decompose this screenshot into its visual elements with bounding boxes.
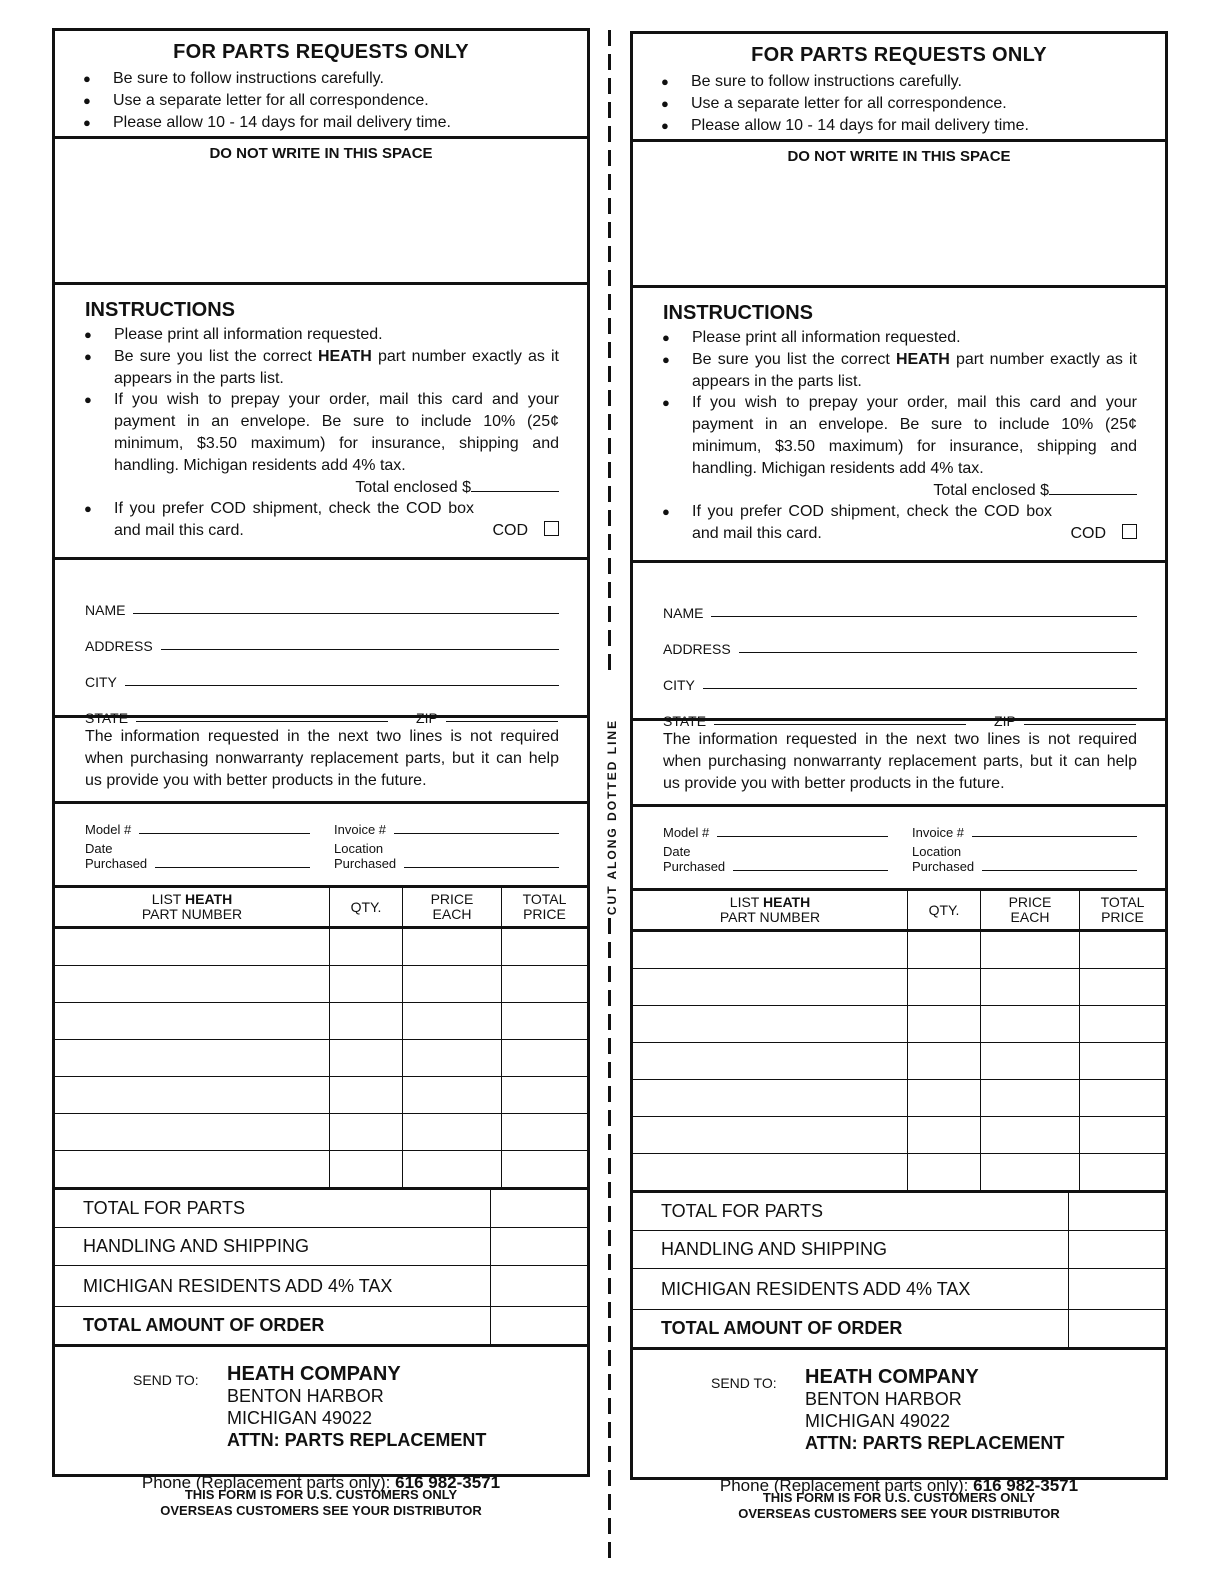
purchased-label: Purchased: [663, 859, 726, 874]
attention-line: ATTN: PARTS REPLACEMENT: [227, 1430, 487, 1450]
table-row: [633, 1006, 1165, 1043]
col-price-each: PRICE EACH: [981, 891, 1080, 931]
address-label: ADDRESS: [663, 641, 731, 657]
purchased-label: Purchased: [334, 856, 397, 871]
invoice-field[interactable]: [394, 833, 559, 834]
office-use-area: [55, 139, 587, 285]
form-title: FOR PARTS REQUESTS ONLY: [751, 44, 1047, 66]
address-section: [55, 560, 587, 726]
cut-line-dash: [608, 126, 611, 142]
city-field[interactable]: [703, 688, 1137, 689]
header-section: [55, 31, 587, 139]
cut-line-dash: [608, 1038, 611, 1054]
table-row: [55, 966, 587, 1003]
table-row: [55, 1040, 587, 1077]
cod-label: COD: [1070, 525, 1106, 543]
handling-field[interactable]: [1069, 1231, 1166, 1269]
cut-line-dash: [608, 582, 611, 598]
cut-line: [604, 30, 619, 1550]
cut-line-dash: [608, 1422, 611, 1438]
header-bullet: ● Be sure to follow instructions carefully.: [113, 68, 587, 90]
header-section: [633, 34, 1165, 142]
name-field[interactable]: [133, 613, 559, 614]
parts-table-header: [55, 888, 587, 928]
footer-note-right: THIS FORM IS FOR U.S. CUSTOMERS ONLY OVERSEAS CUSTOMERS SEE YOUR DISTRIBUTOR: [738, 1490, 1060, 1521]
cut-line-dash: [608, 78, 611, 94]
parts-table: [55, 888, 587, 1190]
cut-line-dash: [608, 414, 611, 430]
cut-line-dash: [608, 510, 611, 526]
cut-line-dash: [608, 1518, 611, 1534]
cut-line-dash: [608, 1086, 611, 1102]
date-purchased-field[interactable]: [733, 870, 888, 871]
instructions-section: [55, 285, 587, 560]
header-bullet: ● Use a separate letter for all correspondence.: [113, 90, 587, 112]
location-label: Location: [912, 844, 962, 859]
cut-line-dash: [608, 1446, 611, 1462]
table-row: [55, 1077, 587, 1114]
col-total-price: TOTAL PRICE: [1080, 891, 1166, 931]
address-field[interactable]: [161, 649, 559, 650]
header-bullet: ● Please allow 10 - 14 days for mail delivery time.: [113, 112, 587, 134]
cut-line-dash: [608, 150, 611, 166]
company-name: HEATH COMPANY: [227, 1363, 401, 1385]
cut-line-dash: [608, 486, 611, 502]
company-state: MICHIGAN 49022: [805, 1411, 951, 1431]
date-purchased-field[interactable]: [155, 867, 310, 868]
send-to-label: SEND TO:: [711, 1375, 777, 1391]
company-city: BENTON HARBOR: [805, 1389, 962, 1409]
send-to-label: SEND TO:: [133, 1372, 199, 1388]
company-name: HEATH COMPANY: [805, 1366, 979, 1388]
purchase-info-section: [633, 807, 1165, 891]
company-state: MICHIGAN 49022: [227, 1408, 373, 1428]
model-label: Model #: [85, 822, 132, 837]
model-field[interactable]: [139, 833, 310, 834]
invoice-label: Invoice #: [912, 825, 965, 840]
cut-line-dash: [608, 918, 611, 934]
cut-line-dash: [608, 246, 611, 262]
table-row: [633, 1080, 1165, 1117]
total-enclosed-field[interactable]: Total enclosed $: [692, 480, 1137, 502]
header-bullets: [55, 68, 587, 134]
cut-line-dash: [608, 1326, 611, 1342]
cut-line-dash: [608, 1374, 611, 1390]
location-purchased-field[interactable]: [404, 867, 559, 868]
phone-line: Phone (Replacement parts only): 616 982-3571: [719, 1476, 1079, 1495]
cut-line-dash: [608, 342, 611, 358]
cut-line-dash: [608, 534, 611, 550]
cut-line-dash: [608, 102, 611, 118]
total-for-parts-label: TOTAL FOR PARTS: [633, 1193, 1069, 1231]
handling-label: HANDLING AND SHIPPING: [55, 1228, 491, 1266]
instruction-item: ● Be sure you list the correct HEATH part number exactly as it appears in the parts list.: [114, 346, 559, 390]
header-bullets: [633, 71, 1165, 137]
instruction-item: ● If you prefer COD shipment, check the COD box and mail this card. COD: [114, 498, 559, 542]
cut-line-dash: [608, 1542, 611, 1558]
address-section: [633, 563, 1165, 729]
totals-table: [55, 1190, 587, 1347]
cod-checkbox[interactable]: [544, 521, 559, 536]
purchased-label: Purchased: [912, 859, 975, 874]
city-label: CITY: [85, 674, 117, 690]
cod-label: COD: [492, 522, 528, 540]
cut-line-dash: [608, 54, 611, 70]
cut-line-dash: [608, 366, 611, 382]
header-bullet: ● Use a separate letter for all correspondence.: [691, 93, 1165, 115]
cut-line-dash: [608, 1110, 611, 1126]
cut-line-label: CUT ALONG DOTTED LINE: [605, 718, 619, 916]
date-label: Date: [663, 844, 691, 859]
company-city: BENTON HARBOR: [227, 1386, 384, 1406]
cut-line-dash: [608, 222, 611, 238]
cut-line-dash: [608, 438, 611, 454]
total-for-parts-label: TOTAL FOR PARTS: [55, 1190, 491, 1228]
parts-table-header: [633, 891, 1165, 931]
name-label: NAME: [85, 602, 126, 618]
purchase-info-section: [55, 804, 587, 888]
cut-line-dash: [608, 462, 611, 478]
table-row: [55, 1114, 587, 1151]
col-part-number: LIST HEATH PART NUMBER: [55, 888, 330, 928]
instruction-item: ● If you wish to prepay your order, mail this card and your payment in an envelope. Be sure to include 10% (25¢ minimum, $3.50 maximum) for insurance, shipping and handling. Michigan residents add 4% tax. Total enclosed $: [692, 392, 1137, 501]
total-amount-field[interactable]: [491, 1307, 588, 1346]
table-row: [55, 928, 587, 966]
cut-line-dash: [608, 30, 611, 46]
optional-info-note: The information requested in the next two lines is not required when purchasing nonwarranty replacement parts, but it can help us provide you with better products in the future.: [55, 718, 587, 804]
michigan-tax-label: MICHIGAN RESIDENTS ADD 4% TAX: [55, 1266, 491, 1307]
table-row: [633, 1154, 1165, 1192]
cut-line-dash: [608, 990, 611, 1006]
instruction-item: ● If you prefer COD shipment, check the COD box and mail this card. COD: [692, 501, 1137, 545]
cut-line-dash: [608, 198, 611, 214]
handling-label: HANDLING AND SHIPPING: [633, 1231, 1069, 1269]
instruction-item: ● If you wish to prepay your order, mail this card and your payment in an envelope. Be sure to include 10% (25¢ minimum, $3.50 maximum) for insurance, shipping and handling. Michigan residents add 4% tax. Total enclosed $: [114, 389, 559, 498]
cut-line-dash: [608, 294, 611, 310]
cut-line-dash: [608, 1014, 611, 1030]
table-row: [633, 1117, 1165, 1154]
instruction-item: ● Be sure you list the correct HEATH part number exactly as it appears in the parts list.: [692, 349, 1137, 393]
name-label: NAME: [663, 605, 704, 621]
location-label: Location: [334, 841, 384, 856]
col-part-number: LIST HEATH PART NUMBER: [633, 891, 908, 931]
do-not-write-label: DO NOT WRITE IN THIS SPACE: [209, 145, 433, 162]
col-price-each: PRICE EACH: [403, 888, 502, 928]
table-row: [55, 1151, 587, 1189]
cod-checkbox[interactable]: [1122, 524, 1137, 539]
attention-line: ATTN: PARTS REPLACEMENT: [805, 1433, 1065, 1453]
michigan-tax-field[interactable]: [1069, 1269, 1166, 1310]
office-use-area: [633, 142, 1165, 288]
state-label: STATE: [663, 713, 707, 729]
footer-note-left: THIS FORM IS FOR U.S. CUSTOMERS ONLY OVERSEAS CUSTOMERS SEE YOUR DISTRIBUTOR: [160, 1487, 482, 1518]
totals-table: [633, 1193, 1165, 1350]
optional-info-note: The information requested in the next two lines is not required when purchasing nonwarranty replacement parts, but it can help us provide you with better products in the future.: [633, 721, 1165, 807]
col-qty: QTY.: [908, 891, 981, 931]
total-amount-label: TOTAL AMOUNT OF ORDER: [633, 1310, 1069, 1349]
cut-line-dash: [608, 1230, 611, 1246]
cut-line-dash: [608, 1278, 611, 1294]
mailing-address: [633, 1350, 1165, 1454]
cut-line-dash: [608, 1494, 611, 1510]
address-field[interactable]: [739, 652, 1137, 653]
cut-line-dash: [608, 1182, 611, 1198]
zip-label: ZIP: [416, 710, 438, 726]
zip-label: ZIP: [994, 713, 1016, 729]
table-row: [633, 1043, 1165, 1080]
total-enclosed-field[interactable]: Total enclosed $: [114, 477, 559, 499]
handling-field[interactable]: [491, 1228, 588, 1266]
table-row: [633, 931, 1165, 969]
cut-line-dash: [608, 174, 611, 190]
header-bullet: ● Please allow 10 - 14 days for mail delivery time.: [691, 115, 1165, 137]
col-total-price: TOTAL PRICE: [502, 888, 588, 928]
header-bullet: ● Be sure to follow instructions carefully.: [691, 71, 1165, 93]
cut-line-dash: [608, 1470, 611, 1486]
cut-line-dash: [608, 966, 611, 982]
cut-line-dash: [608, 606, 611, 622]
instructions-title: INSTRUCTIONS: [663, 302, 813, 324]
cut-line-dash: [608, 270, 611, 286]
cut-line-dash: [608, 1398, 611, 1414]
cut-line-dash: [608, 1254, 611, 1270]
invoice-label: Invoice #: [334, 822, 387, 837]
phone-line: Phone (Replacement parts only): 616 982-3571: [141, 1473, 501, 1492]
table-row: [55, 1003, 587, 1040]
cut-line-dash: [608, 630, 611, 646]
cut-line-dash: [608, 1062, 611, 1078]
cut-line-dash: [608, 1302, 611, 1318]
parts-request-card-right: [630, 31, 1168, 1495]
total-for-parts-field[interactable]: [491, 1190, 588, 1228]
purchased-label: Purchased: [85, 856, 148, 871]
cut-line-dash: [608, 390, 611, 406]
cut-line-dash: [608, 942, 611, 958]
instruction-item: ● Please print all information requested.: [692, 327, 1137, 349]
cut-line-dash: [608, 654, 611, 670]
city-field[interactable]: [125, 685, 559, 686]
parts-table: [633, 891, 1165, 1193]
cut-line-dash: [608, 558, 611, 574]
table-row: [633, 969, 1165, 1006]
cut-line-dash: [608, 1206, 611, 1222]
location-purchased-field[interactable]: [982, 870, 1137, 871]
do-not-write-label: DO NOT WRITE IN THIS SPACE: [787, 148, 1011, 165]
parts-request-card-left: [52, 28, 590, 1492]
city-label: CITY: [663, 677, 695, 693]
date-label: Date: [85, 841, 113, 856]
instruction-item: ● Please print all information requested.: [114, 324, 559, 346]
michigan-tax-label: MICHIGAN RESIDENTS ADD 4% TAX: [633, 1269, 1069, 1310]
total-amount-label: TOTAL AMOUNT OF ORDER: [55, 1307, 491, 1346]
model-field[interactable]: [717, 836, 888, 837]
instructions-section: [633, 288, 1165, 563]
cut-line-dash: [608, 1158, 611, 1174]
form-title: FOR PARTS REQUESTS ONLY: [173, 41, 469, 63]
invoice-field[interactable]: [972, 836, 1137, 837]
total-for-parts-field[interactable]: [1069, 1193, 1166, 1231]
mailing-address: [55, 1347, 587, 1451]
cut-line-dash: [608, 318, 611, 334]
cut-line-dash: [608, 1134, 611, 1150]
address-label: ADDRESS: [85, 638, 153, 654]
col-qty: QTY.: [330, 888, 403, 928]
state-label: STATE: [85, 710, 129, 726]
instructions-title: INSTRUCTIONS: [85, 299, 235, 321]
total-amount-field[interactable]: [1069, 1310, 1166, 1349]
cut-line-dash: [608, 1350, 611, 1366]
model-label: Model #: [663, 825, 710, 840]
name-field[interactable]: [711, 616, 1137, 617]
michigan-tax-field[interactable]: [491, 1266, 588, 1307]
